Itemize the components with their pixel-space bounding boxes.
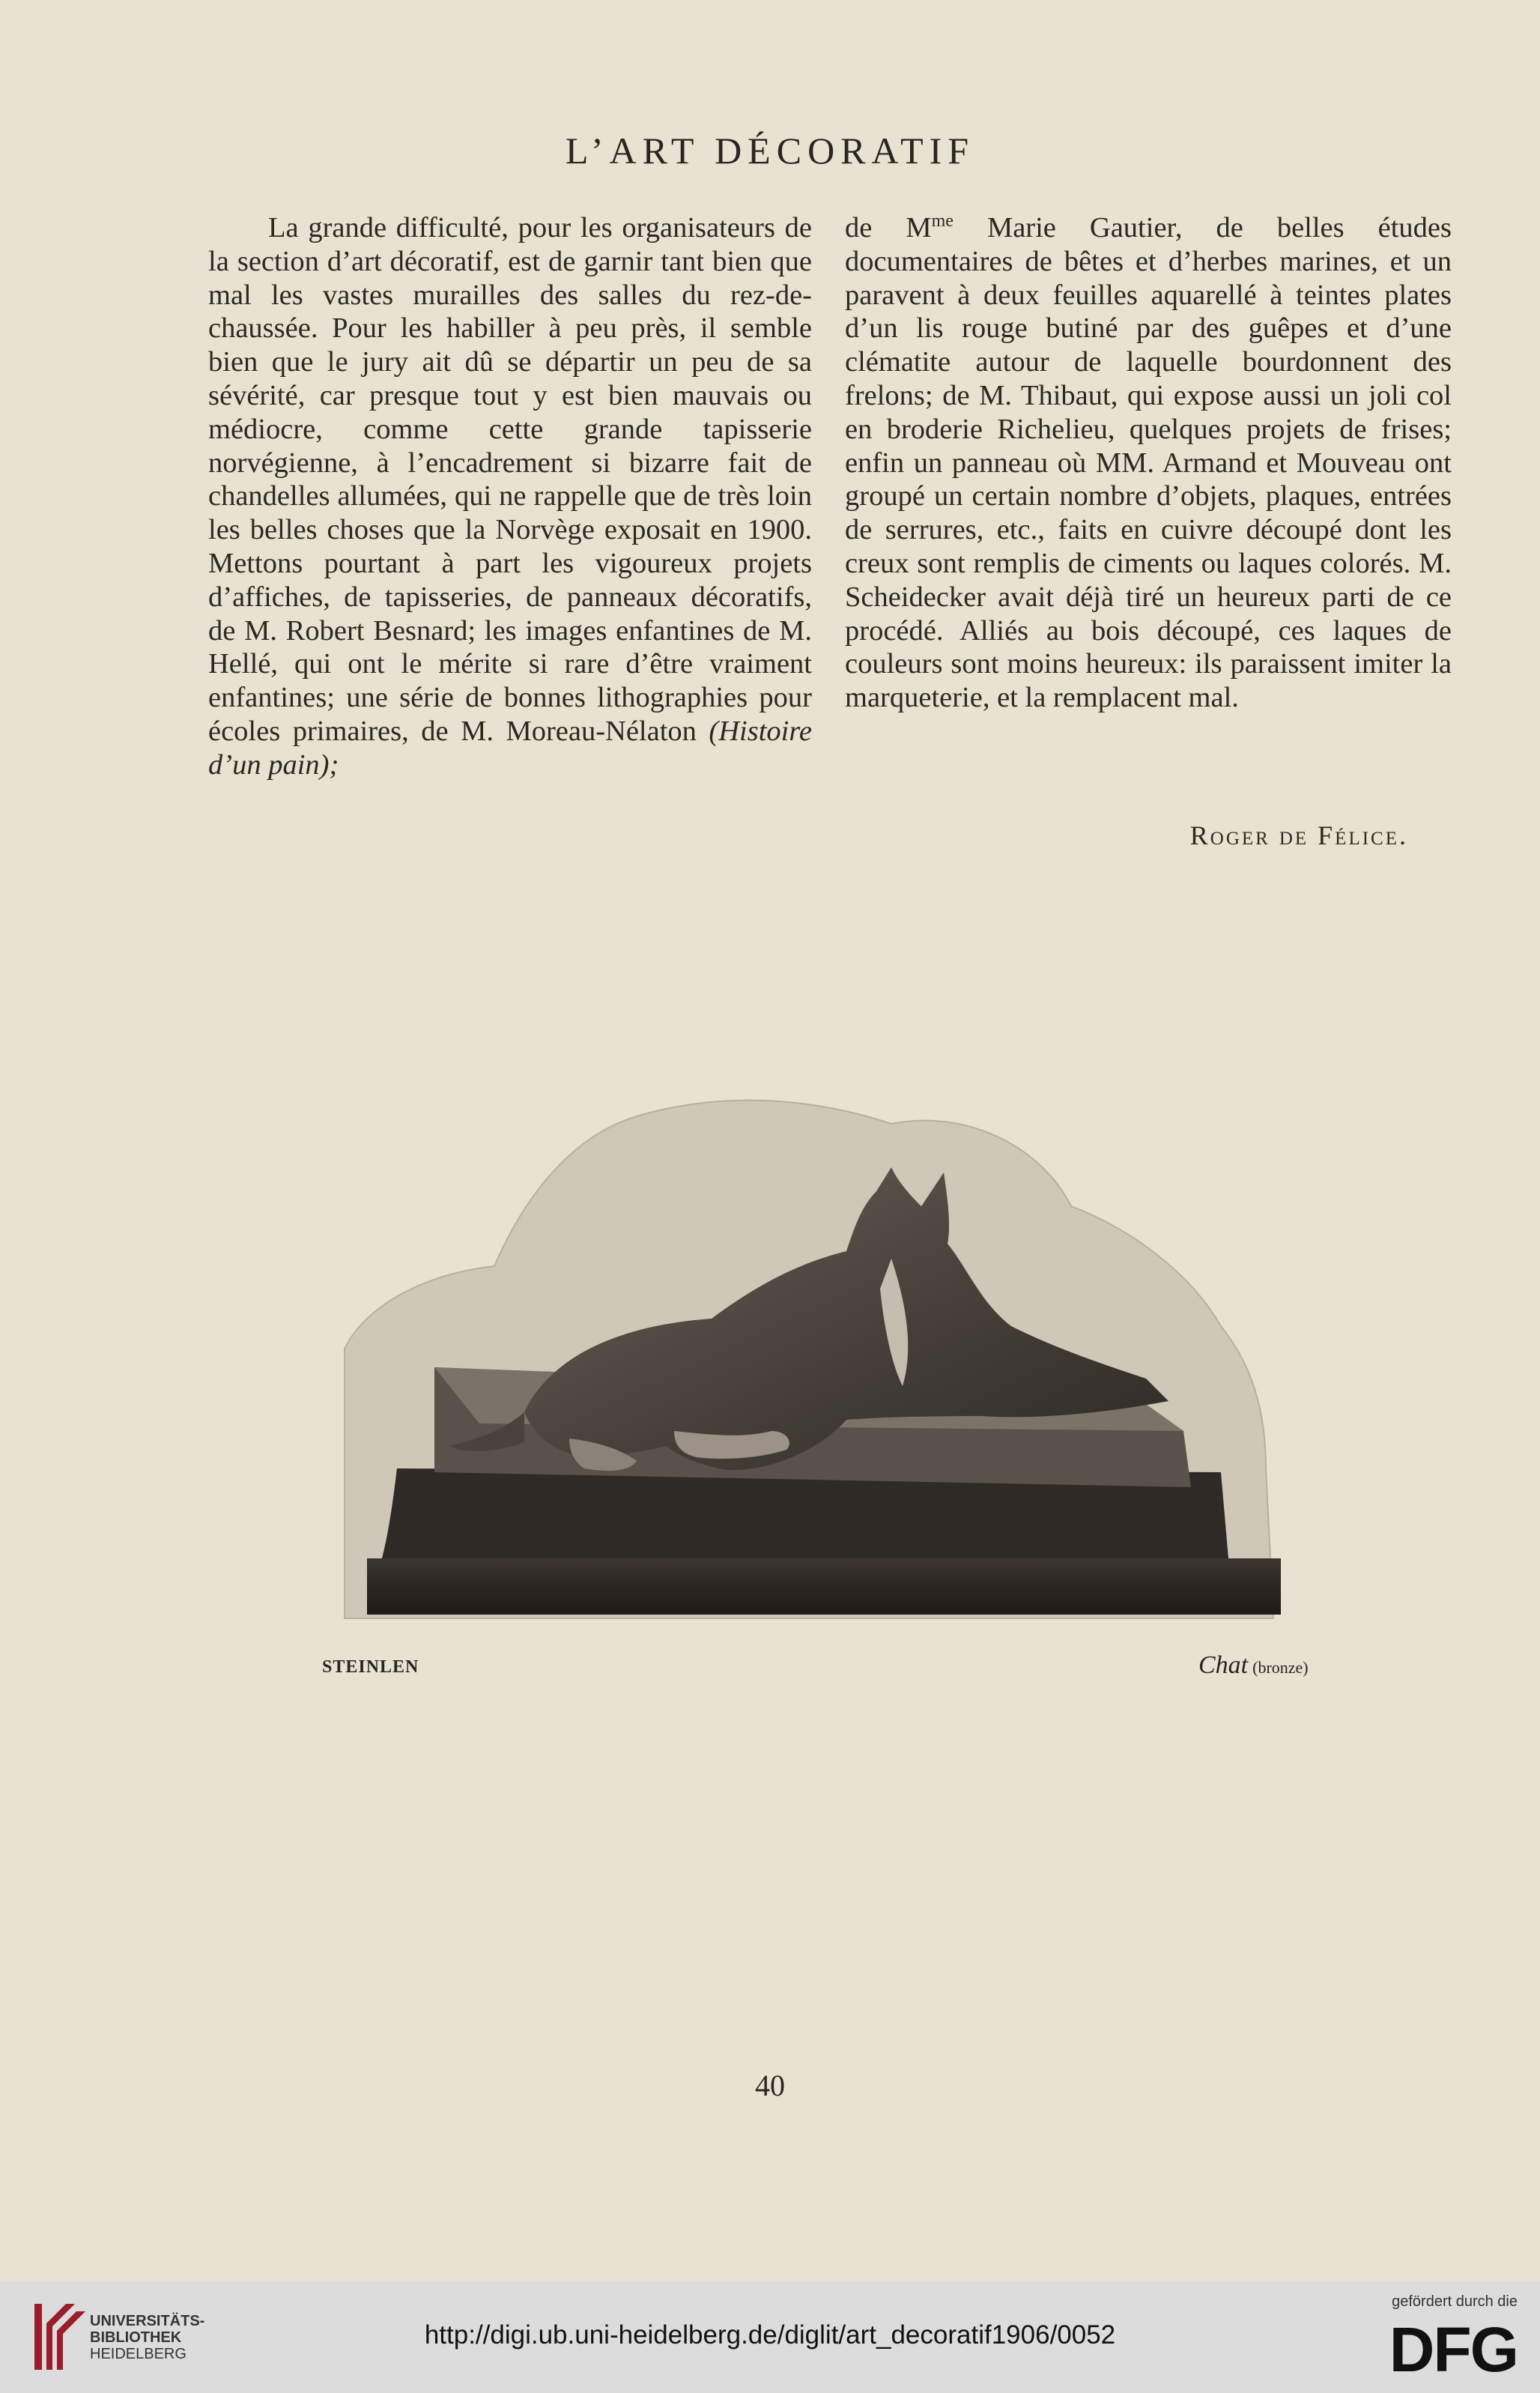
- source-url-link[interactable]: http://digi.ub.uni-heidelberg.de/diglit/art_decoratif1906/0052: [424, 2320, 1116, 2350]
- left-column-text: La grande difficulté, pour les organisateurs de la section d’art décoratif, est de garnir tant bien que mal les vastes murailles des salles du rez-de-chaussée. Pour les habiller à peu près, il semble bien que le jury ait dû se départir un peu de sa sévérité, car presque tout y est bien mauvais ou médiocre, comme cette grande tapisserie norvégienne, à l’encadrement si bizarre fait de chandelles allumées, qui ne rappelle que de très loin les belles choses que la Norvège exposait en 1900. Mettons pourtant à part les vigoureux projets d’affiches, de tapisseries, de panneaux décoratifs, de M. Robert Besnard; les images enfantines de M. Hellé, qui ont le mérite si rare d’être vraiment enfantines; une série de bonnes lithographies pour écoles primaires, de M. Moreau-Nélaton: [208, 212, 812, 747]
- library-name-line1: UNIVERSITÄTS-: [90, 2313, 205, 2329]
- article-right-column: [845, 211, 1452, 715]
- article-left-column: [208, 211, 812, 782]
- right-column-text: Marie Gautier, de belles études documentaires de bêtes et d’herbes marines, et un paravent à deux feuilles aquarellé à teintes plates d’un lis rouge butiné par des guêpes et d’une clématite autour de laquelle bourdonnent des frelons; de M. Thibaut, qui expose aussi un joli col en broderie Richelieu, quelques projets de frises; enfin un panneau où MM. Armand et Mouveau ont groupé un certain nombre d’objets, plaques, entrées de serrures, etc., faits en cuivre découpé dont les creux sont remplis de ciments ou laques colorés. M. Scheidecker avait déjà tiré un heureux parti de ce procédé. Alliés au bois découpé, ces laques de couleurs sont moins heureux: ils paraissent imiter la marqueterie, et la remplacent mal.: [845, 212, 1452, 714]
- caption-title: Chat: [1198, 1651, 1249, 1679]
- left-paragraph: [208, 211, 812, 782]
- pedestal-base: [367, 1558, 1281, 1615]
- library-name-line3: HEIDELBERG: [90, 2346, 187, 2362]
- cat-bronze-photo: [322, 1079, 1333, 1648]
- caption-material: (bronze): [1252, 1658, 1309, 1677]
- right-column-prefix: de M: [845, 212, 932, 243]
- book-title-italic: (Histoire d’un pain);: [208, 715, 812, 781]
- library-name-line2: BIBLIOTHEK: [90, 2329, 182, 2346]
- author-signature: Roger de Félice.: [1189, 820, 1408, 850]
- right-paragraph: [845, 211, 1452, 715]
- caption-artist: STEINLEN: [322, 1657, 419, 1677]
- page-number: 40: [755, 2069, 785, 2102]
- digitization-footer: [0, 2281, 1540, 2393]
- dfg-logo[interactable]: DFG: [1389, 2314, 1518, 2385]
- funding-note: gefördert durch die: [1392, 2293, 1518, 2310]
- running-header: L’ART DÉCORATIF: [565, 130, 975, 172]
- superscript-me: me: [931, 211, 954, 232]
- caption-title-block: [1198, 1651, 1309, 1680]
